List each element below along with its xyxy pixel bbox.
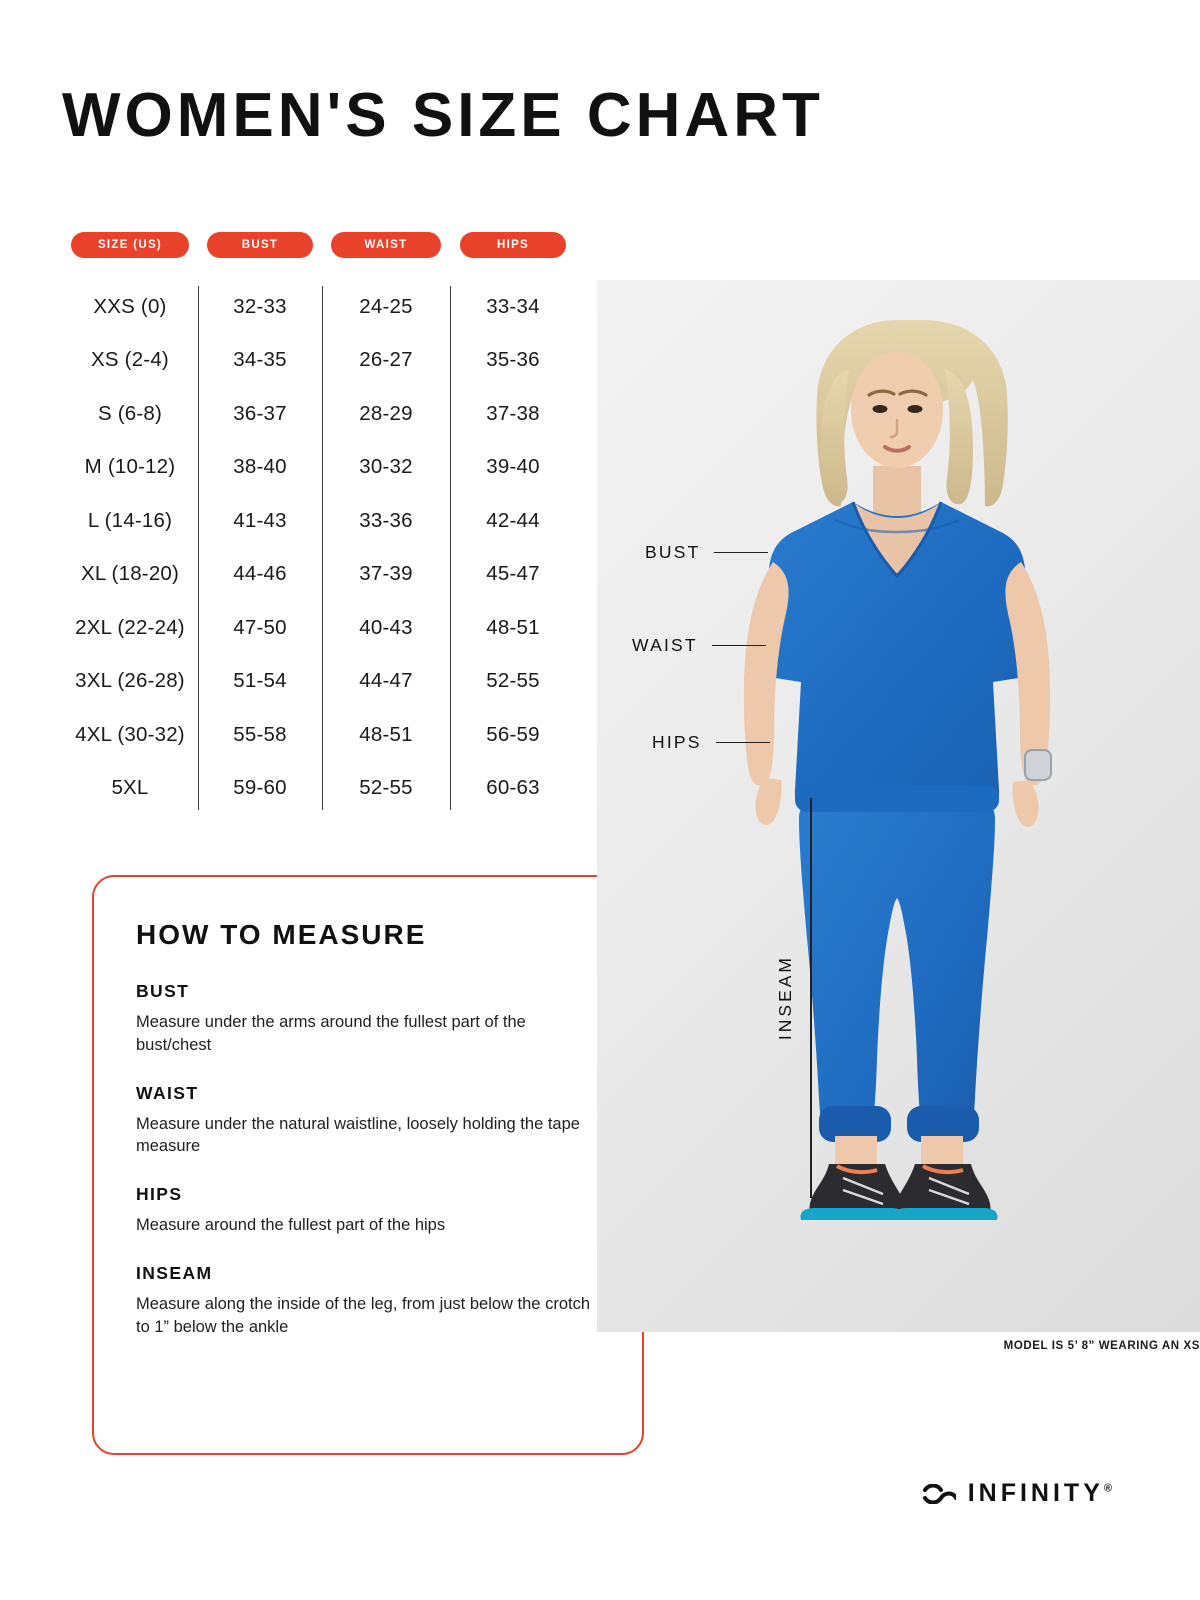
cell-size: S (6-8): [97, 401, 163, 425]
callout-bust: [645, 542, 768, 563]
cell-waist: 28-29: [359, 401, 413, 425]
callout-inseam-label: INSEAM: [775, 955, 795, 1041]
callout-waist: [632, 635, 766, 656]
column-divider-1: [198, 286, 199, 810]
table-header-waist: [322, 232, 450, 258]
callout-waist-line: [712, 645, 766, 647]
column-divider-3: [450, 286, 451, 810]
measure-block-bust: [136, 981, 600, 1057]
cell-waist: 40-43: [359, 615, 413, 639]
measure-term-hips: HIPS: [136, 1184, 183, 1205]
callout-bust-label: BUST: [645, 542, 701, 562]
cell-bust: 38-40: [233, 455, 287, 479]
header-pill-size: SIZE (US): [71, 232, 189, 258]
callout-hips: [652, 732, 770, 753]
cell-hips: 52-55: [486, 669, 540, 693]
brand-name: [968, 1479, 1112, 1508]
cell-size: L (14-16): [87, 508, 173, 532]
measure-block-hips: [136, 1184, 600, 1237]
cell-bust: 59-60: [233, 776, 287, 800]
table-header-hips: [450, 232, 576, 258]
measure-desc-inseam: Measure along the inside of the leg, from just below the crotch to 1” below the ankle: [136, 1294, 590, 1336]
cell-waist: 52-55: [359, 776, 413, 800]
table-header-row: [62, 232, 582, 258]
cell-waist: 48-51: [359, 722, 413, 746]
column-divider-2: [322, 286, 323, 810]
cell-size: XS (2-4): [91, 348, 169, 372]
cell-size: 2XL (22-24): [75, 615, 185, 639]
measurement-callouts: [597, 280, 1200, 1352]
table-header-bust: [198, 232, 322, 258]
cell-waist: 37-39: [359, 562, 413, 586]
callout-inseam-line: [810, 798, 812, 1198]
cell-bust: 44-46: [233, 562, 287, 586]
how-to-measure-heading: HOW TO MEASURE: [136, 919, 427, 950]
measure-desc-hips: Measure around the fullest part of the hips: [136, 1216, 446, 1235]
measure-term-inseam: INSEAM: [136, 1262, 213, 1283]
cell-hips: 48-51: [486, 615, 540, 639]
cell-hips: 42-44: [486, 508, 540, 532]
cell-size: XL (18-20): [80, 562, 180, 586]
cell-waist: 33-36: [359, 508, 413, 532]
callout-waist-label: WAIST: [632, 635, 698, 655]
table-body: [62, 280, 582, 815]
model-note: MODEL IS 5’ 8” WEARING AN XS: [1003, 1340, 1200, 1352]
cell-size: 3XL (26-28): [75, 669, 185, 693]
cell-waist: 30-32: [359, 455, 413, 479]
header-pill-hips: HIPS: [460, 232, 566, 258]
cell-hips: 33-34: [486, 294, 540, 318]
measure-term-waist: WAIST: [136, 1082, 199, 1103]
cell-hips: 56-59: [486, 722, 540, 746]
cell-hips: 39-40: [486, 455, 540, 479]
cell-bust: 55-58: [233, 722, 287, 746]
header-pill-bust: BUST: [207, 232, 313, 258]
measure-desc-bust: Measure under the arms around the fullest part of the bust/chest: [136, 1013, 526, 1054]
how-to-measure-panel: [92, 875, 644, 1455]
cell-bust: 32-33: [233, 294, 287, 318]
cell-size: XXS (0): [93, 294, 167, 318]
cell-bust: 47-50: [233, 615, 287, 639]
cell-size: M (10-12): [84, 455, 176, 479]
cell-bust: 34-35: [233, 348, 287, 372]
cell-size: 4XL (30-32): [75, 722, 185, 746]
measure-block-waist: [136, 1083, 600, 1159]
callout-bust-line: [714, 552, 768, 554]
size-table: [62, 232, 582, 815]
cell-bust: 51-54: [233, 669, 287, 693]
measure-term-bust: BUST: [136, 981, 190, 1001]
cell-waist: 44-47: [359, 669, 413, 693]
callout-hips-label: HIPS: [652, 732, 702, 752]
cell-waist: 26-27: [359, 348, 413, 372]
measure-desc-waist: Measure under the natural waistline, loosely holding the tape measure: [136, 1114, 580, 1156]
brand-name-text: INFINITY: [967, 1479, 1104, 1507]
cell-waist: 24-25: [359, 294, 413, 318]
cell-bust: 41-43: [233, 508, 287, 532]
brand-logo: [922, 1479, 1112, 1508]
header-pill-waist: WAIST: [331, 232, 441, 258]
measure-block-inseam: [136, 1263, 600, 1339]
cell-bust: 36-37: [233, 401, 287, 425]
cell-hips: 45-47: [486, 562, 540, 586]
brand-trademark: ®: [1103, 1482, 1112, 1495]
cell-hips: 37-38: [486, 401, 540, 425]
cell-size: 5XL: [111, 776, 149, 800]
cell-hips: 35-36: [486, 348, 540, 372]
callout-hips-line: [716, 742, 770, 744]
page-title: WOMEN'S SIZE CHART: [62, 81, 824, 150]
callout-inseam: [775, 798, 812, 1198]
infinity-icon: [922, 1484, 956, 1504]
cell-hips: 60-63: [486, 776, 540, 800]
table-header-size: [62, 232, 198, 258]
